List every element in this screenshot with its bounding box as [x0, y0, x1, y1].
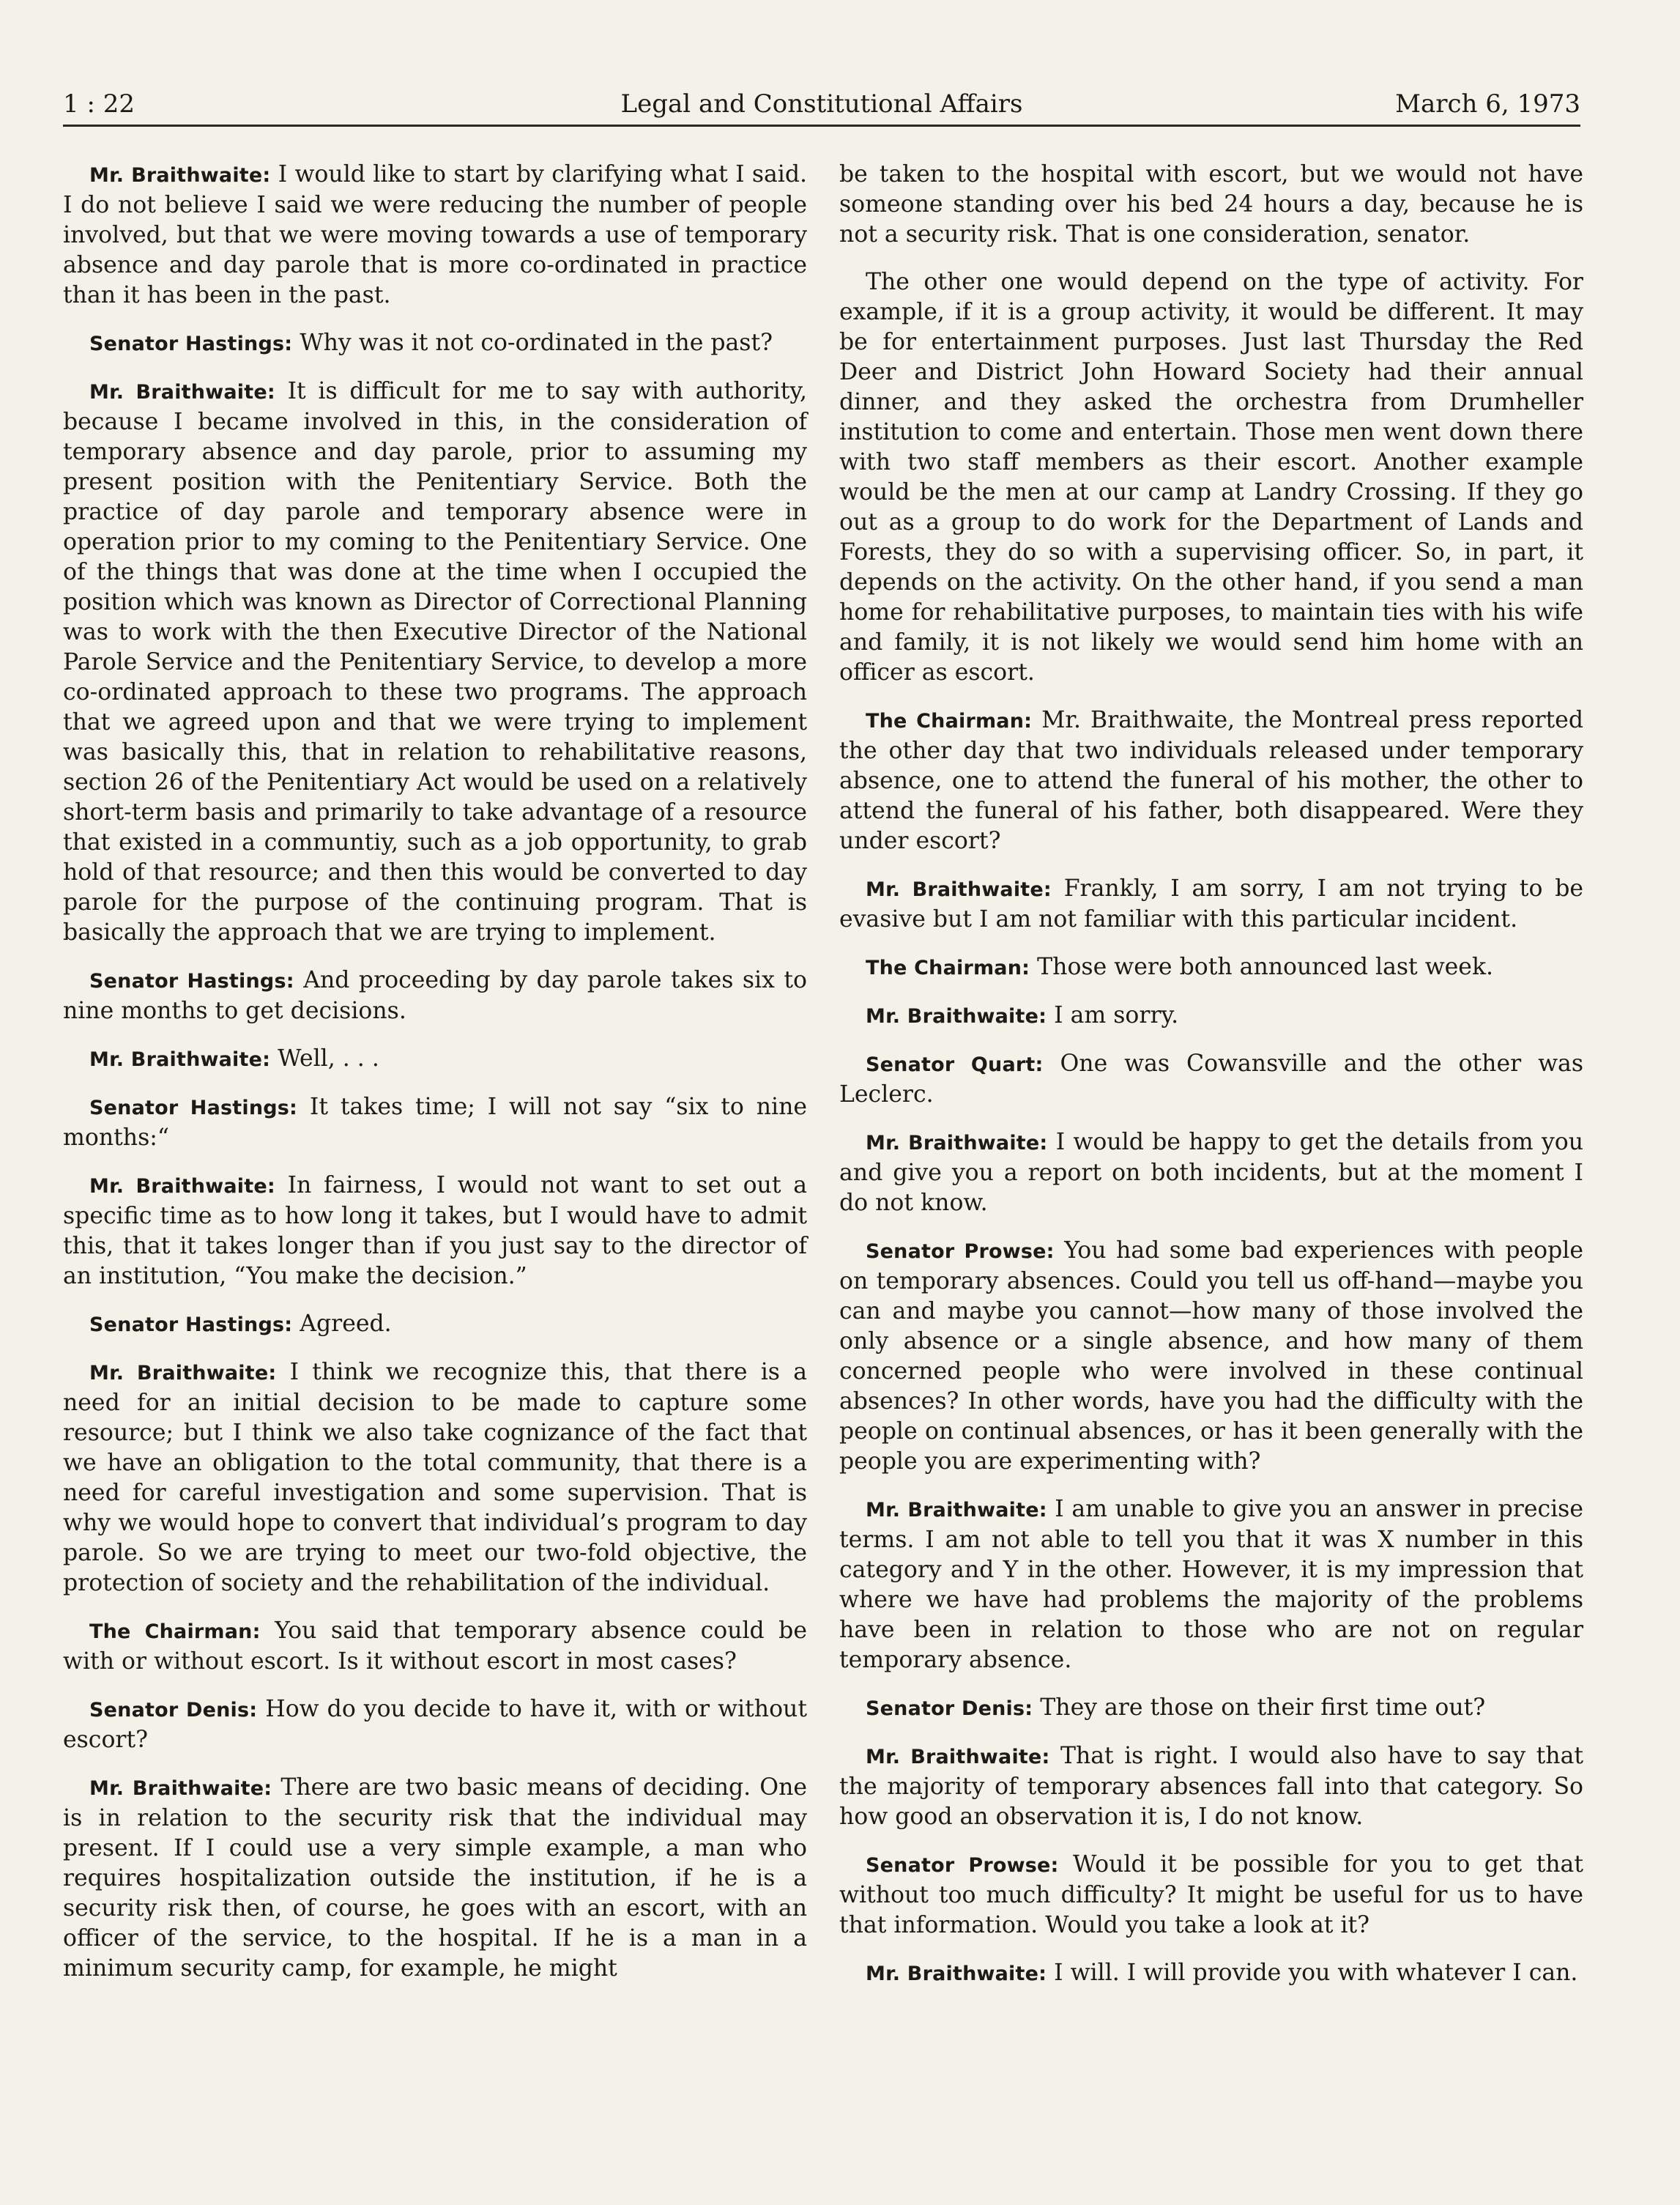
speech-text: In fairness, I would not want to set out a specific time as to how long it takes, but I would have to admit this, that it takes longer than if you just say to the director of an institution, “You make the decision.” — [63, 1172, 807, 1289]
transcript-paragraph — [839, 1127, 1583, 1218]
speaker-name: Mr. Braithwaite: — [89, 164, 271, 187]
speaker-name: Senator Quart: — [866, 1053, 1044, 1076]
speech-text: Why was it not co-ordinated in the past? — [300, 330, 773, 356]
speech-text: be taken to the hospital with escort, but we would not have someone standing over his bed 24 hours a day, because he is not a security risk. That is one consideration, senator. — [839, 161, 1583, 248]
transcript-paragraph — [63, 1092, 807, 1153]
speaker-name: Mr. Braithwaite: — [866, 878, 1052, 901]
transcript-paragraph — [839, 1049, 1583, 1110]
speaker-name: Mr. Braithwaite: — [89, 381, 275, 404]
page-header — [63, 86, 1580, 127]
speech-text: Mr. Braithwaite, the Montreal press reported the other day that two individuals released under temporary absence, one to attend the funeral of his mother, the other to attend the funeral of his father, both disappeared. Were they under escort? — [839, 707, 1583, 854]
transcript-paragraph — [839, 1001, 1583, 1031]
transcript-paragraph — [63, 966, 807, 1026]
speaker-name: Senator Denis: — [866, 1697, 1033, 1720]
speech-text: I think we recognize this, that there is a need for an initial decision to be made to capture some resource; but I think we also take cognizance of the fact that we have an obligation to the total community, that there is a need for careful investigation and some supervision. That is why we would hope to convert that individual’s program to day parole. So we are trying to meet our two-fold objective, the protection of society and the rehabilitation of the individual. — [63, 1359, 807, 1596]
speaker-name: Mr. Braithwaite: — [89, 1048, 271, 1071]
speaker-name: Mr. Braithwaite: — [866, 1005, 1047, 1028]
speaker-name: Mr. Braithwaite: — [866, 1132, 1048, 1155]
transcript-paragraph — [63, 1309, 807, 1340]
speech-text: It takes time; I will not say “six to nine months:“ — [63, 1094, 807, 1151]
speaker-name: Senator Prowse: — [866, 1854, 1059, 1877]
transcript-paragraph — [839, 267, 1583, 688]
speech-text: One was Cowansville and the other was Leclerc. — [839, 1050, 1583, 1108]
transcript-paragraph — [63, 160, 807, 311]
speaker-name: Mr. Braithwaite: — [866, 1499, 1047, 1522]
transcript-paragraph — [839, 1494, 1583, 1675]
transcript-paragraph — [63, 1694, 807, 1755]
speech-text: Frankly, I am sorry, I am not trying to be evasive but I am not familiar with this particular incident. — [839, 875, 1584, 933]
transcript-paragraph — [839, 705, 1583, 856]
speech-text: I am sorry. — [1054, 1002, 1179, 1029]
speech-text: It is difficult for me to say with authority, because I became involved in this, in the consideration of temporary absence and day parole, prior to assuming my present position with the Penitentiary Service. Both the practice of day parole and temporary absence were in operation prior to my coming to the Penitentiary Service. One of the things that was done at the time when I occupied the position which was known as Director of Correctional Planning was to work with the then Executive Director of the National Parole Service and the Penitentiary Service, to develop a more co-ordinated approach to these two programs. The approach that we agreed upon and that we were trying to implement was basically this, that in relation to rehabilitative reasons, section 26 of the Penitentiary Act would be used on a relatively short-term basis and primarily to take advantage of a resource that existed in a communtiy, such as a job opportunity, to grab hold of that resource; and then this would be converted to day parole for the purpose of the continuing program. That is basically the approach that we are trying to implement. — [63, 378, 808, 946]
right-column — [839, 160, 1583, 2006]
speech-text: I would like to start by clarifying what I said. I do not believe I said we were reducing the number of people involved, but that we were moving towards a use of temporary absence and day parole that is more co-ordinated in practice than it has been in the past. — [63, 161, 808, 308]
speech-text: How do you decide to have it, with or without escort? — [63, 1696, 807, 1753]
speech-text: I will. I will provide you with whatever I can. — [1054, 1960, 1578, 1986]
speech-text: And proceeding by day parole takes six to nine months to get decisions. — [63, 967, 807, 1024]
transcript-paragraph — [63, 1357, 807, 1598]
speaker-name: Senator Hastings: — [89, 333, 293, 355]
speaker-name: Senator Hastings: — [89, 970, 294, 993]
transcript-paragraph — [63, 1044, 807, 1075]
transcript-paragraph — [63, 1171, 807, 1292]
speech-text: Would it be possible for you to get that without too much difficulty? It might be useful for us to have that information. Would you take a look at it? — [839, 1851, 1583, 1938]
speech-text: You had some bad experiences with people on temporary absences. Could you tell us off-hand—maybe you can and maybe you cannot—how many of those involved the only absence or a single absence, and how many of them concerned people who were involved in these continual absences? In other words, have you had the difficulty with the people on continual absences, or has it been generally with the people you are experimenting with? — [839, 1237, 1583, 1475]
transcript-paragraph — [839, 1850, 1583, 1941]
speech-text: There are two basic means of deciding. One is in relation to the security risk that the individual may present. If I could use a very simple example, a man who requires hospitalization outside the institution, if he is a security risk then, of course, he goes with an escort, with an officer of the service, to the hospital. If he is a man in a minimum security camp, for example, he might — [63, 1774, 808, 1982]
speaker-name: Senator Hastings: — [89, 1313, 293, 1336]
speaker-name: Senator Prowse: — [866, 1240, 1055, 1263]
transcript-paragraph — [63, 377, 807, 948]
speaker-name: Senator Hastings: — [89, 1097, 298, 1119]
transcript-paragraph — [63, 1773, 807, 1984]
speaker-name: Senator Denis: — [89, 1699, 258, 1722]
speaker-name: Mr. Braithwaite: — [89, 1362, 277, 1385]
speaker-name: Mr. Braithwaite: — [89, 1175, 275, 1198]
speech-text: That is right. I would also have to say that the majority of temporary absences fall into that category. So how good an observation it is, I do not know. — [839, 1743, 1584, 1830]
left-column — [63, 160, 807, 2001]
speaker-name: Mr. Braithwaite: — [866, 1746, 1050, 1768]
speech-text: You said that temporary absence could be with or without escort. Is it without escort in most cases? — [63, 1617, 807, 1675]
speaker-name: The Chairman: — [89, 1620, 261, 1643]
speech-text: I am unable to give you an answer in precise terms. I am not able to tell you that it was X number in this category and Y in the other. However, it is my impression that where we have had problems the majority of the problems have been in relation to those who are not on regular temporary absence. — [839, 1496, 1583, 1673]
speech-text: I would be happy to get the details from you and give you a report on both incidents, but at the moment I do not know. — [839, 1129, 1584, 1216]
speaker-name: Mr. Braithwaite: — [89, 1777, 272, 1800]
transcript-paragraph — [839, 1693, 1583, 1724]
speech-text: They are those on their first time out? — [1040, 1694, 1486, 1721]
speech-text: Well, . . . — [278, 1045, 379, 1072]
transcript-paragraph — [839, 952, 1583, 983]
publication-date: March 6, 1973 — [1395, 89, 1580, 119]
transcript-paragraph — [63, 1616, 807, 1677]
transcript-paragraph — [839, 874, 1583, 935]
transcript-paragraph — [839, 160, 1583, 250]
speaker-name: The Chairman: — [866, 957, 1030, 979]
transcript-paragraph — [63, 328, 807, 359]
page-number: 1 : 22 — [63, 89, 135, 119]
publication-title: Legal and Constitutional Affairs — [620, 89, 1023, 119]
speaker-name: The Chairman: — [866, 710, 1033, 733]
speech-text: The other one would depend on the type of activity. For example, if it is a group activity, it would be different. It may be for entertainment purposes. Just last Thursday the Red Deer and District John Howard Society had their annual dinner, and they asked the orchestra from Drumheller institution to come and entertain. Those men went down there with two staff members as their escort. Another example would be the men at our camp at Landry Crossing. If they go out as a group to do work for the Department of Lands and Forests, they do so with a supervising officer. So, in part, it depends on the activity. On the other hand, if you send a man home for rehabilitative purposes, to maintain ties with his wife and family, it is not likely we would send him home with an officer as escort. — [839, 269, 1583, 686]
speech-text: Those were both announced last week. — [1037, 954, 1494, 980]
transcript-paragraph — [839, 1958, 1583, 1989]
speaker-name: Mr. Braithwaite: — [866, 1963, 1047, 1985]
transcript-paragraph — [839, 1236, 1583, 1477]
speech-text: Agreed. — [300, 1311, 392, 1337]
transcript-paragraph — [839, 1741, 1583, 1832]
